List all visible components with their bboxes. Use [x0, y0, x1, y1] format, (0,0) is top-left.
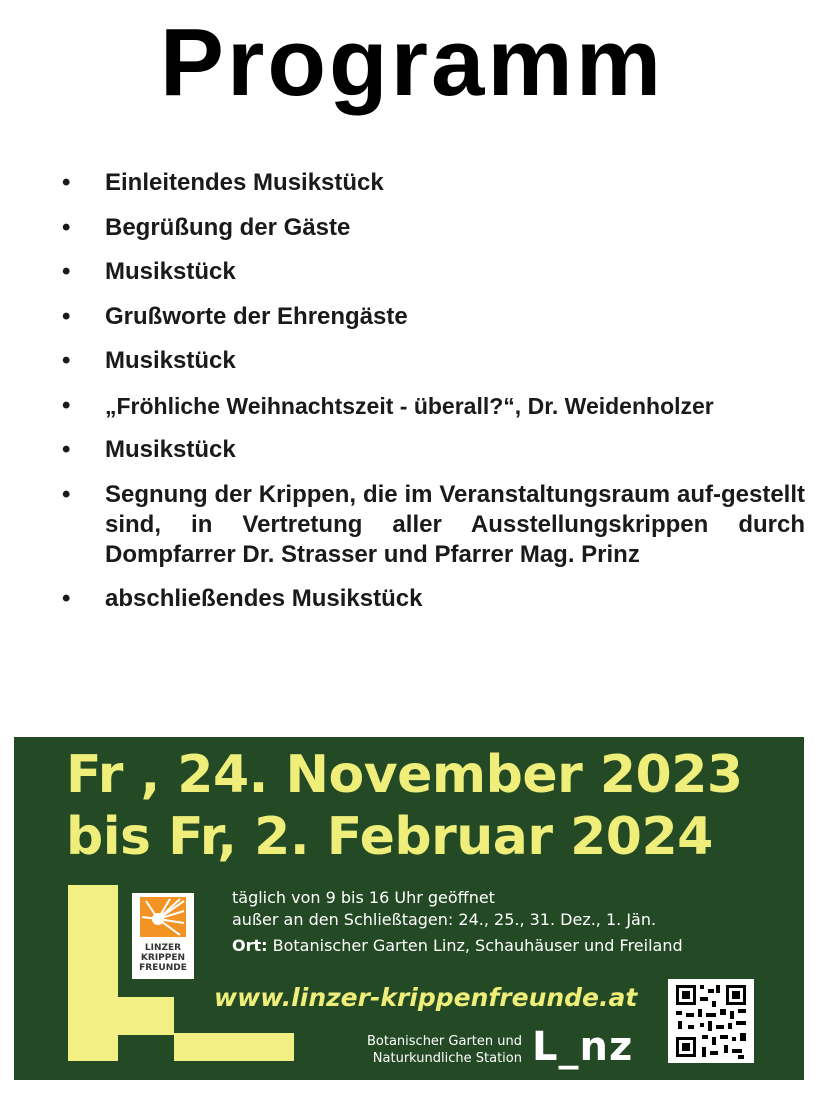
program-item-text: „Fröhliche Weihnachtszeit - überall?“, Dr. Weidenholzer: [105, 392, 714, 419]
program-item-text: Musikstück: [105, 258, 236, 285]
date-line-end: bis Fr, 2. Februar 2024: [66, 807, 713, 867]
sun-logo-icon: [140, 897, 186, 937]
logo-text-line: FREUNDE: [139, 963, 187, 973]
bullet-icon: •: [62, 258, 71, 285]
station-line: Botanischer Garten und: [366, 1034, 522, 1049]
sun-logo-graphic: [140, 897, 186, 937]
bullet-icon: •: [62, 302, 71, 330]
logo-text-line: LINZER: [144, 943, 182, 953]
event-banner: [14, 737, 804, 1080]
location-value: Botanischer Garten Linz, Schauhäuser und Freiland: [272, 936, 683, 955]
decor-shape: [68, 997, 174, 1035]
decor-shape: [174, 1033, 294, 1061]
program-item-text: Grußworte der Ehrengäste: [105, 302, 408, 330]
opening-hours: täglich von 9 bis 16 Uhr geöffnet: [232, 888, 495, 907]
program-item: [62, 346, 822, 376]
station-label: [332, 1033, 522, 1067]
bullet-icon: •: [62, 169, 71, 196]
date-line-start: Fr , 24. November 2023: [66, 745, 743, 805]
program-item-text: abschließendes Musikstück: [105, 585, 423, 612]
program-item-text: Musikstück: [105, 347, 236, 374]
location-label: Ort:: [232, 936, 268, 955]
program-item-text: Segnung der Krippen, die im Veranstaltungsraum auf-gestellt sind, in Vertretung aller Ausstellungskrippen durch Dompfarrer Dr. Strasser und Pfarrer Mag. Prinz: [105, 480, 805, 568]
program-item: [62, 391, 822, 421]
program-item: [62, 584, 822, 614]
logo-text-line: KRIPPEN: [140, 953, 186, 963]
program-item-text: Einleitendes Musikstück: [105, 169, 384, 196]
program-item: [62, 302, 822, 332]
bullet-icon: •: [62, 480, 71, 508]
station-line: Naturkundliche Station: [372, 1051, 522, 1066]
program-item: [62, 480, 822, 570]
linz-logo: L_nz: [532, 1024, 634, 1070]
location: [232, 935, 683, 957]
program-item-text: Begrüßung der Gäste: [105, 213, 351, 241]
program-list: [62, 168, 822, 629]
bullet-icon: •: [62, 347, 71, 374]
krippenfreunde-logo: [132, 893, 194, 979]
program-item: [62, 168, 822, 198]
program-item: [62, 435, 822, 465]
closing-days: außer an den Schließtagen: 24., 25., 31. Dez., 1. Jän.: [232, 910, 657, 929]
website-link[interactable]: www.linzer-krippenfreunde.at: [214, 983, 638, 1012]
bullet-icon: •: [62, 213, 71, 241]
qr-code-icon: [668, 979, 754, 1063]
bullet-icon: •: [62, 436, 71, 463]
bullet-icon: •: [62, 391, 71, 419]
program-item-text: Musikstück: [105, 436, 236, 463]
bullet-icon: •: [62, 585, 71, 612]
qr-code-graphic: [668, 979, 754, 1063]
page-title: Programm: [159, 9, 665, 116]
program-item: [62, 257, 822, 287]
program-item: [62, 213, 822, 243]
